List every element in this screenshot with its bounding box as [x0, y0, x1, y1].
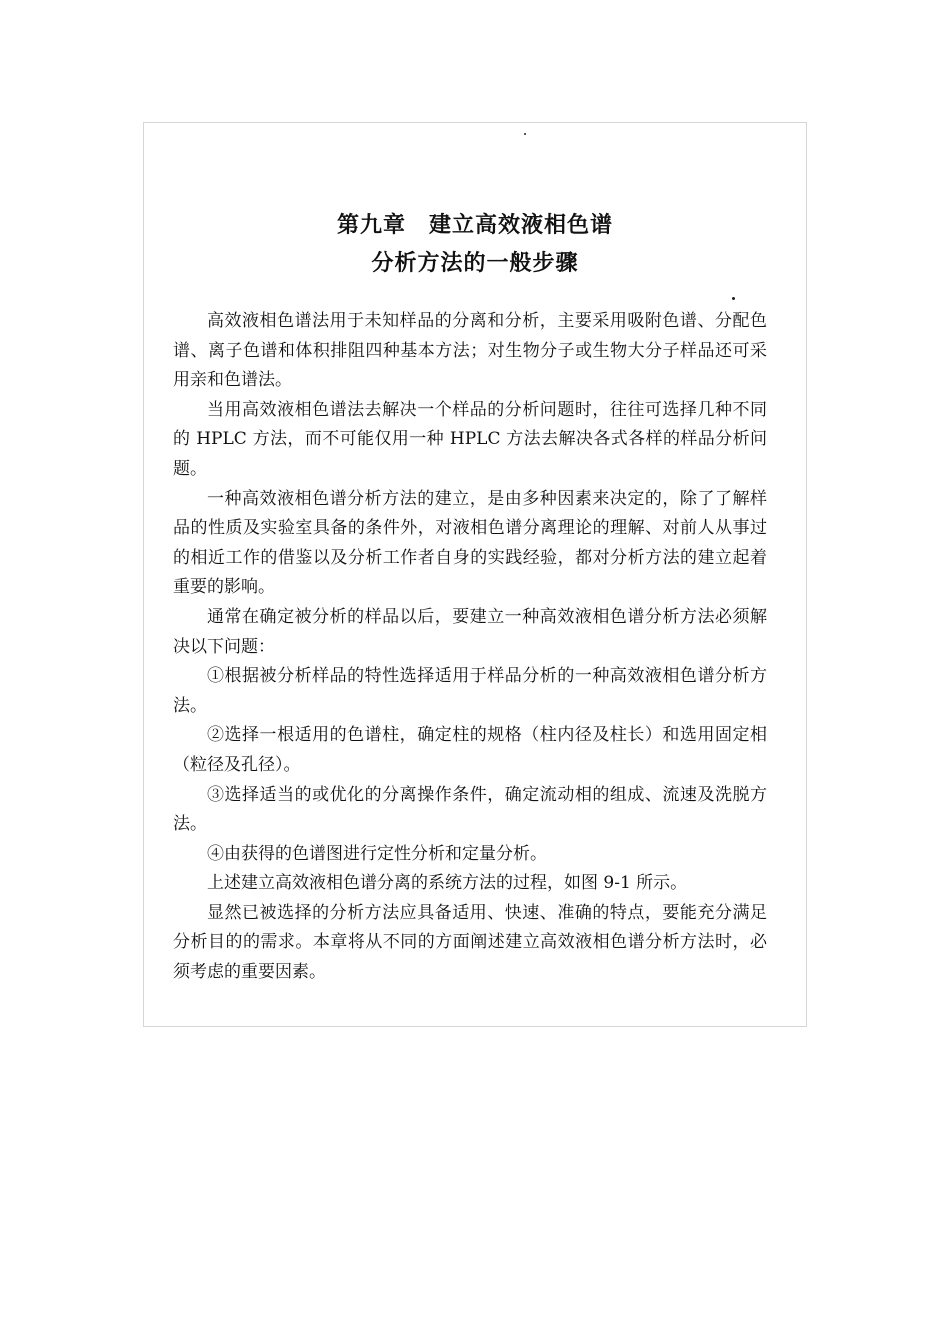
paragraph: 显然已被选择的分析方法应具备适用、快速、准确的特点，要能充分满足分析目的的需求。本章将从不同的方面阐述建立高效液相色谱分析方法时，必须考虑的重要因素。: [173, 902, 767, 983]
list-item: ③选择适当的或优化的分离操作条件，确定流动相的组成、流速及洗脱方法。: [173, 784, 767, 835]
list-item: ①根据被分析样品的特性选择适用于样品分析的一种高效液相色谱分析方法。: [173, 666, 767, 716]
paragraph: 一种高效液相色谱分析方法的建立，是由多种因素来决定的，除了了解样品的性质及实验室具备的条件外，对液相色谱分离理论的理解、对前人从事过的相近工作的借鉴以及分析工作者自身的实践经验，都对分析方法的建立起着重要的影响。: [173, 488, 767, 598]
paragraph: 上述建立高效液相色谱分离的系统方法的过程，如图 9-1 所示。: [207, 873, 688, 894]
paragraph: 通常在确定被分析的样品以后，要建立一种高效液相色谱分析方法必须解决以下问题：: [173, 606, 767, 657]
paragraph: 高效液相色谱法用于未知样品的分离和分析，主要采用吸附色谱、分配色谱、离子色谱和体积排阻四种基本方法；对生物分子或生物大分子样品还可采用亲和色谱法。: [173, 311, 767, 391]
chapter-title: 第九章 建立高效液相色谱: [336, 213, 613, 238]
scan-speck: [524, 133, 526, 135]
chapter-subtitle: 分析方法的一般步骤: [371, 251, 579, 276]
scanned-page: [143, 122, 807, 1027]
list-item: ④由获得的色谱图进行定性分析和定量分析。: [207, 843, 547, 864]
scan-speck: [732, 297, 735, 300]
body-text: [173, 307, 767, 988]
list-item: ②选择一根适用的色谱柱，确定柱的规格（柱内径及柱长）和选用固定相（粒径及孔径）。: [173, 725, 767, 775]
paragraph: 当用高效液相色谱法去解决一个样品的分析问题时，往往可选择几种不同的 HPLC 方法，而不可能仅用一种 HPLC 方法去解决各式各样的样品分析问题。: [173, 399, 767, 479]
